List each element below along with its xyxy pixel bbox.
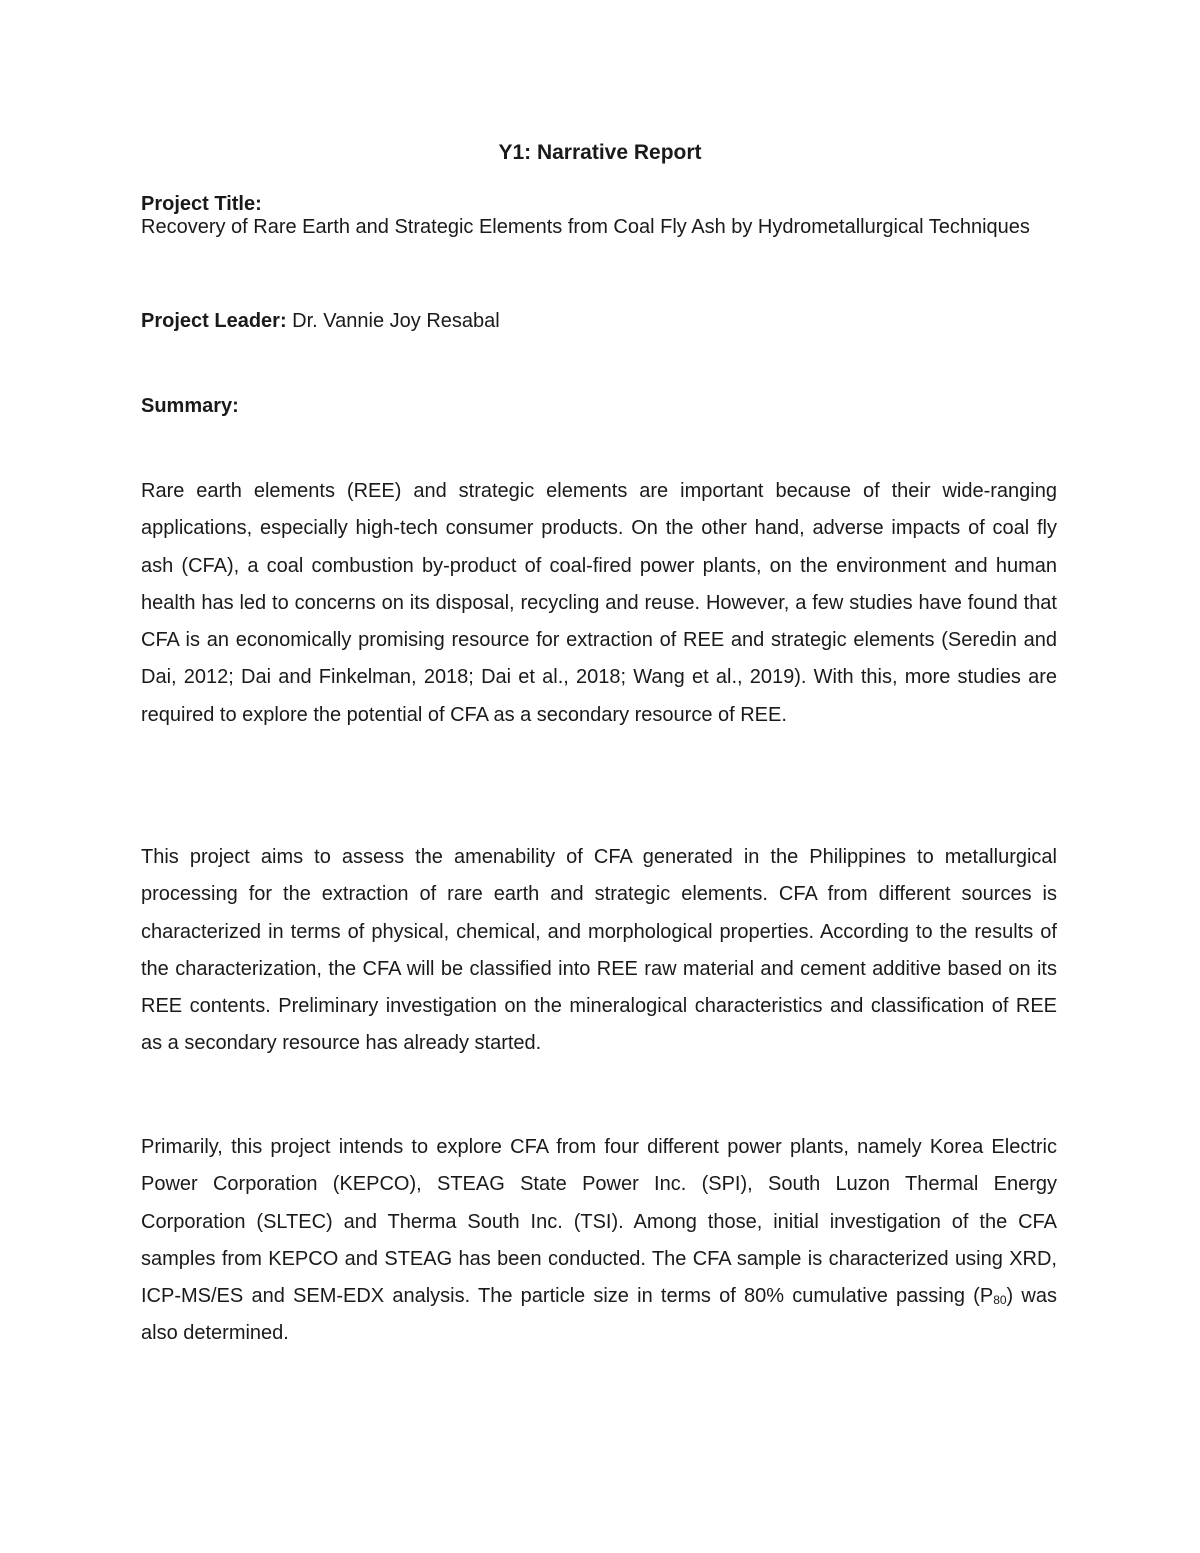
paragraph-3-ending: ) was also determined. [141, 1285, 1057, 1345]
paragraph-3-text: Primarily, this project intends to explore CFA from four different power plants, namely Korea Electric Power Corporation (KEPCO), STEAG State Power Inc. (SPI), South Luzon Thermal Energy Corporation (SLTEC) and Therma South Inc. (TSI). Among those, initial investigation of the CFA samples from KEPCO and STEAG has been conducted. The CFA sample is characterized using XRD, ICP-MS/ES and SEM-EDX analysis. The particle size in terms of 80% cumulative passing (P [141, 1136, 1057, 1308]
summary-heading: Summary: [141, 395, 239, 417]
p80-subscript: 80 [993, 1293, 1007, 1308]
report-title: Y1: Narrative Report [498, 141, 702, 164]
summary-paragraph-1: Rare earth elements (REE) and strategic elements are important because of their wide-ranging applications, especially high-tech consumer products. On the other hand, adverse impacts of coal fly ash (CFA), a coal combustion by-product of coal-fired power plants, on the environment and human health has led to concerns on its disposal, recycling and reuse. However, a few studies have found that CFA is an economically promising resource for extraction of REE and strategic elements (Seredin and Dai, 2012; Dai and Finkelman, 2018; Dai et al., 2018; Wang et al., 2019). With this, more studies are required to explore the potential of CFA as a secondary resource of REE. [141, 480, 1057, 726]
project-leader-label: Project Leader: [141, 310, 287, 332]
project-leader-line [141, 308, 1057, 334]
project-title-label: Project Title: [141, 193, 262, 215]
summary-paragraph-3 [141, 1129, 1057, 1353]
project-leader-name: Dr. Vannie Joy Resabal [292, 310, 500, 332]
project-title-text: Recovery of Rare Earth and Strategic Elements from Coal Fly Ash by Hydrometallurgical Techniques [141, 216, 1030, 238]
summary-paragraph-2: This project aims to assess the amenability of CFA generated in the Philippines to metallurgical processing for the extraction of rare earth and strategic elements. CFA from different sources is characterized in terms of physical, chemical, and morphological properties. According to the results of the characterization, the CFA will be classified into REE raw material and cement additive based on its REE contents. Preliminary investigation on the mineralogical characteristics and classification of REE as a secondary resource has already started. [141, 846, 1057, 1055]
